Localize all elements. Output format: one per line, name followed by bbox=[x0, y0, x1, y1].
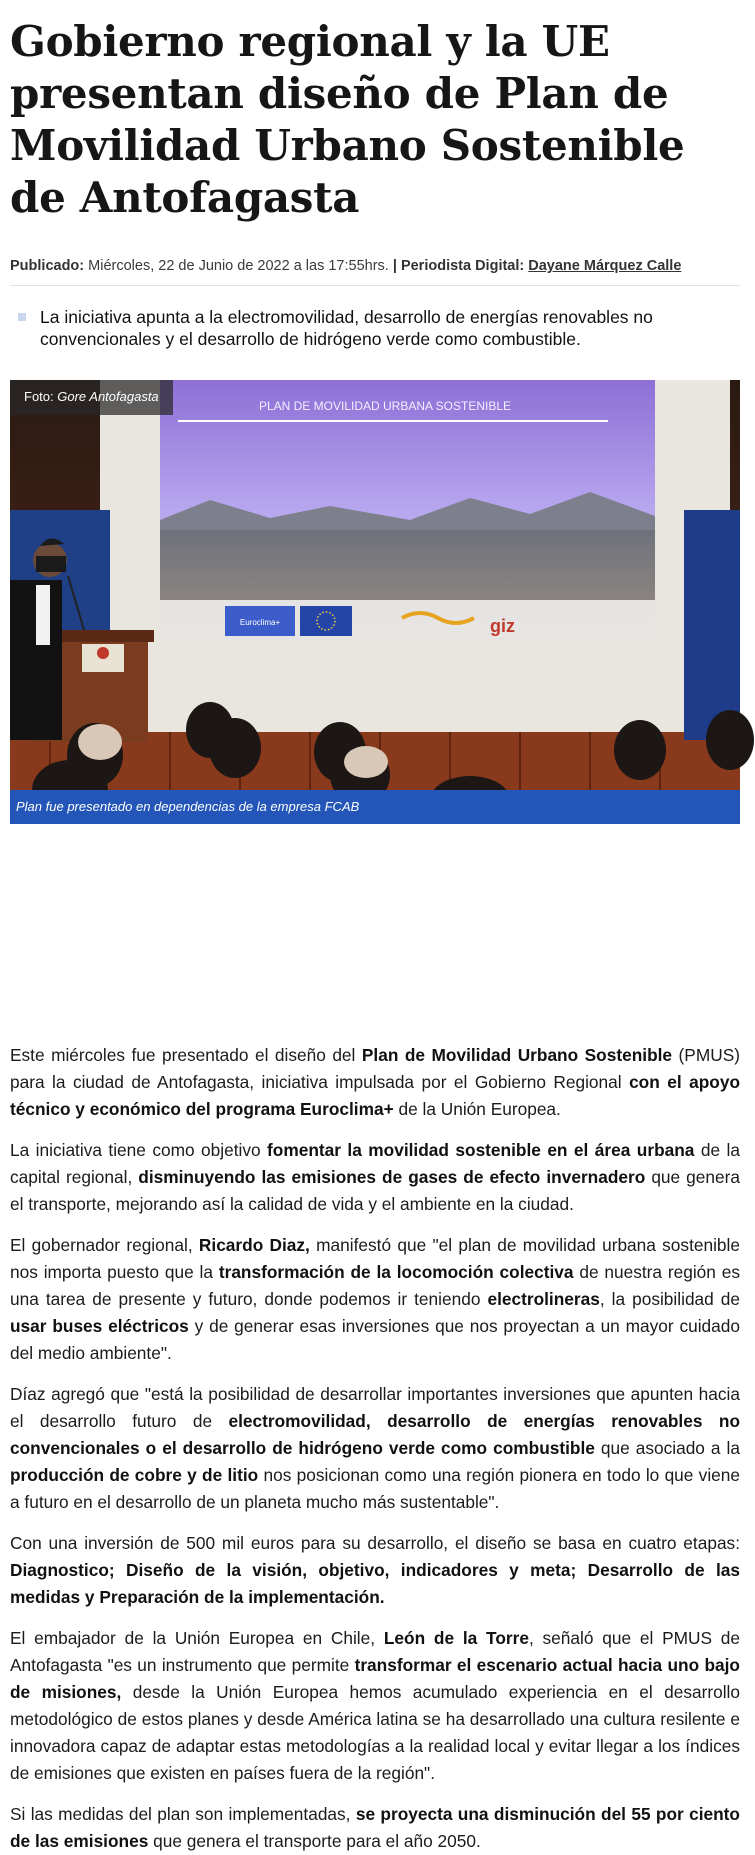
photo-credit-label: Foto: bbox=[24, 389, 58, 404]
text-run: , señaló que el PMUS de Antofagasta "es un instrumento que permite bbox=[10, 1628, 741, 1675]
article-meta bbox=[10, 256, 740, 286]
meta-separator: | bbox=[392, 258, 397, 274]
text-run: desde la Unión Europea hemos acumulado experiencia en el desarrollo metodológico de estos planes y desde América latina se ha desarrollado una cultura resilente e innovadora capaz de adaptar estas metodologías a la realidad local y evitar llegar a los índices de emisiones que existen en países fuera de la región". bbox=[10, 1682, 740, 1783]
bold-run: usar buses eléctricos bbox=[10, 1316, 189, 1336]
bold-run: producción de cobre y de litio bbox=[10, 1465, 259, 1485]
logo-euroclima: Euroclima+ bbox=[239, 618, 281, 627]
ad-placeholder bbox=[10, 824, 740, 1042]
published-date: Miércoles, 22 de Junio de 2022 a las 17:55hrs. bbox=[84, 258, 393, 274]
published-label: Publicado: bbox=[10, 258, 85, 274]
text-run: (PMUS) para la ciudad de Antofagasta, iniciativa impulsada por el Gobierno Regional bbox=[10, 1045, 740, 1092]
summary-bullets bbox=[10, 306, 740, 350]
body-paragraph bbox=[10, 1530, 740, 1611]
bold-run: León de la Torre bbox=[383, 1628, 529, 1648]
screen-title: PLAN DE MOVILIDAD URBANA SOSTENIBLE bbox=[258, 399, 512, 413]
text-run: Este miércoles fue presentado el diseño del bbox=[10, 1045, 362, 1065]
photo-credit bbox=[10, 380, 173, 415]
bold-run: transformar el escenario actual hacia uno bajo de misiones, bbox=[10, 1655, 740, 1702]
text-run: de nuestra región es una tarea de presente y futuro, donde podemos ir teniendo bbox=[10, 1262, 740, 1309]
text-run: La iniciativa tiene como objetivo bbox=[10, 1140, 268, 1160]
article-photo[interactable] bbox=[10, 380, 740, 824]
bold-run: con el apoyo técnico y económico del programa Euroclima+ bbox=[10, 1072, 740, 1119]
text-run: que genera el transporte, mejorando así la calidad de vida y el ambiente en la ciudad. bbox=[10, 1167, 740, 1214]
bold-run: electromovilidad, desarrollo de energías renovables no convencionales o el desarrollo de hidrógeno verde como combustible bbox=[10, 1411, 741, 1458]
photo-credit-name: Gore Antofagasta bbox=[57, 389, 159, 404]
text-run: Díaz agregó que "está la posibilidad de desarrollar importantes inversiones que apunten hacia el desarrollo futuro de bbox=[10, 1384, 740, 1431]
body-paragraph bbox=[10, 1137, 740, 1218]
article-body bbox=[10, 1042, 740, 1855]
journalist-link[interactable]: Dayane Márquez Calle bbox=[528, 258, 682, 274]
photo-illustration bbox=[10, 380, 740, 824]
bold-run: Diagnostico; Diseño de la visión, objetivo, indicadores y meta; Desarrollo de las medidas y Preparación de la implementación. bbox=[10, 1560, 740, 1607]
bullet-square-icon bbox=[18, 313, 26, 321]
article-headline: Gobierno regional y la UE presentan diseño de Plan de Movilidad Urbano Sostenible de Antofagasta bbox=[10, 17, 685, 222]
logo-giz: giz bbox=[490, 616, 515, 636]
text-run: Con una inversión de 500 mil euros para su desarrollo, el diseño se basa en cuatro etapas: bbox=[10, 1533, 740, 1553]
body-paragraph bbox=[10, 1232, 740, 1367]
bold-run: electrolineras bbox=[487, 1289, 600, 1309]
body-paragraph bbox=[10, 1381, 740, 1516]
body-paragraph bbox=[10, 1801, 740, 1855]
journalist-label: Periodista Digital: bbox=[396, 258, 529, 274]
bold-run: Ricardo Diaz, bbox=[198, 1235, 310, 1255]
bold-run: Plan de Movilidad Urbano Sostenible bbox=[361, 1045, 673, 1065]
text-run: manifestó que "el plan de movilidad urbana sostenible nos importa puesto que la bbox=[10, 1235, 740, 1282]
text-run: de la capital regional, bbox=[10, 1140, 740, 1187]
body-paragraph bbox=[10, 1042, 740, 1123]
bold-run: disminuyendo las emisiones de gases de efecto invernadero bbox=[138, 1167, 646, 1187]
bullet-text: La iniciativa apunta a la electromovilidad, desarrollo de energías renovables no convencionales y el desarrollo de hidrógeno verde como combustible. bbox=[40, 307, 653, 349]
text-run: que asociado a la bbox=[594, 1438, 740, 1458]
summary-bullet bbox=[18, 306, 740, 350]
bold-run: se proyecta una disminución del 55 por ciento de las emisiones bbox=[10, 1804, 740, 1851]
text-run: El gobernador regional, bbox=[10, 1235, 199, 1255]
text-run: de la Unión Europea. bbox=[393, 1099, 561, 1119]
text-run: y de generar esas inversiones que nos proyectan a un mayor cuidado del medio ambiente". bbox=[10, 1316, 740, 1363]
bold-run: transformación de la locomoción colectiva bbox=[218, 1262, 574, 1282]
text-run: Si las medidas del plan son implementadas, bbox=[10, 1804, 356, 1824]
bold-run: fomentar la movilidad sostenible en el área urbana bbox=[267, 1140, 695, 1160]
text-run: , la posibilidad de bbox=[599, 1289, 741, 1309]
article bbox=[0, 16, 755, 1855]
body-paragraph bbox=[10, 1625, 740, 1787]
text-run: nos posicionan como una región pionera en todo lo que viene a futuro en el desarrollo de un planeta mucho más sustentable". bbox=[10, 1465, 740, 1512]
photo-caption: Plan fue presentado en dependencias de la empresa FCAB bbox=[10, 790, 740, 824]
text-run: que genera el transporte para el año 2050. bbox=[148, 1831, 481, 1851]
text-run: El embajador de la Unión Europea en Chile, bbox=[10, 1628, 384, 1648]
